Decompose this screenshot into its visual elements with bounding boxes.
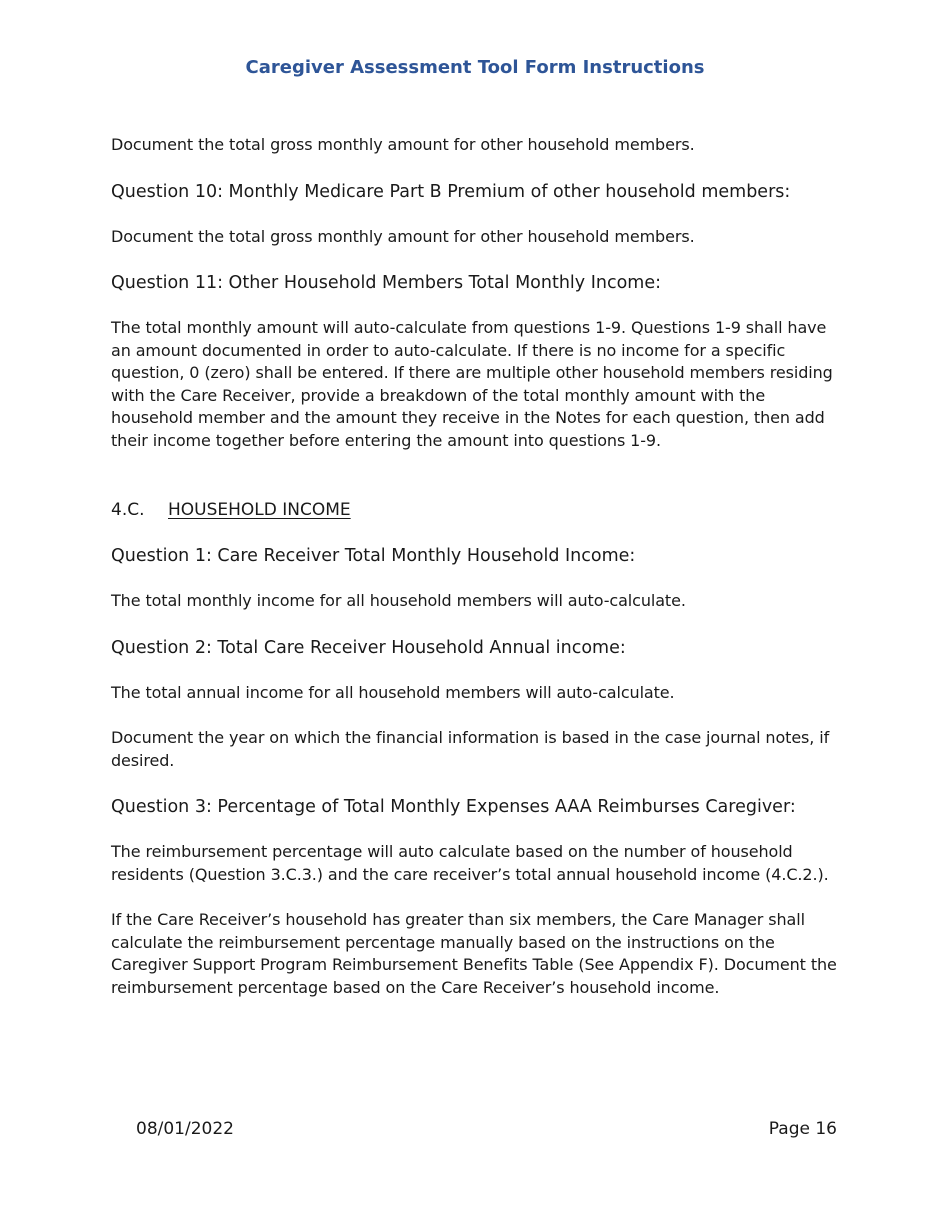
question-2-heading: Question 2: Total Care Receiver Household Annual income:	[111, 637, 626, 658]
section-title: HOUSEHOLD INCOME	[168, 500, 351, 520]
question-3-heading: Question 3: Percentage of Total Monthly Expenses AAA Reimburses Caregiver:	[111, 797, 796, 817]
document-body	[111, 134, 841, 1022]
section-number: 4.C.	[111, 500, 145, 520]
instruction-paragraph: The reimbursement percentage will auto calculate based on the number of household residents (Question 3.C.3.) and the care receiver’s total annual household income (4.C.2.).	[111, 842, 829, 884]
instruction-paragraph: The total annual income for all household members will auto-calculate.	[111, 682, 675, 702]
question-10-heading: Question 10: Monthly Medicare Part B Premium of other household members:	[111, 181, 791, 202]
question-11-heading: Question 11: Other Household Members Total Monthly Income:	[111, 273, 662, 293]
document-title: Caregiver Assessment Tool Form Instructions	[245, 57, 705, 78]
instruction-paragraph: If the Care Receiver’s household has greater than six members, the Care Manager shall calculate the reimbursement percentage manually based on the instructions on the Caregiver Support Program Reimbursement Benefits Table (See Appendix F). Document the reimbursement percentage based on the Care Receiver’s household income.	[111, 910, 837, 997]
page-number: Page 16	[768, 1119, 837, 1139]
footer-date: 08/01/2022	[136, 1119, 234, 1139]
instruction-paragraph: Document the total gross monthly amount for other household members.	[111, 226, 695, 246]
instruction-paragraph: Document the year on which the financial information is based in the case journal notes, if desired.	[111, 728, 830, 770]
question-1-heading: Question 1: Care Receiver Total Monthly Household Income:	[111, 546, 636, 566]
instruction-paragraph: Document the total gross monthly amount for other household members.	[111, 135, 695, 154]
section-heading	[111, 498, 841, 522]
instruction-paragraph: The total monthly income for all household members will auto-calculate.	[111, 591, 686, 610]
instruction-paragraph: The total monthly amount will auto-calculate from questions 1-9. Questions 1-9 shall have an amount documented in order to auto-calculate. If there is no income for a specific question, 0 (zero) shall be entered. If there are multiple other household members residing with the Care Receiver, provide a breakdown of the total monthly amount with the household member and the amount they receive in the Notes for each question, then add their income together before entering the amount into questions 1-9.	[111, 318, 833, 450]
